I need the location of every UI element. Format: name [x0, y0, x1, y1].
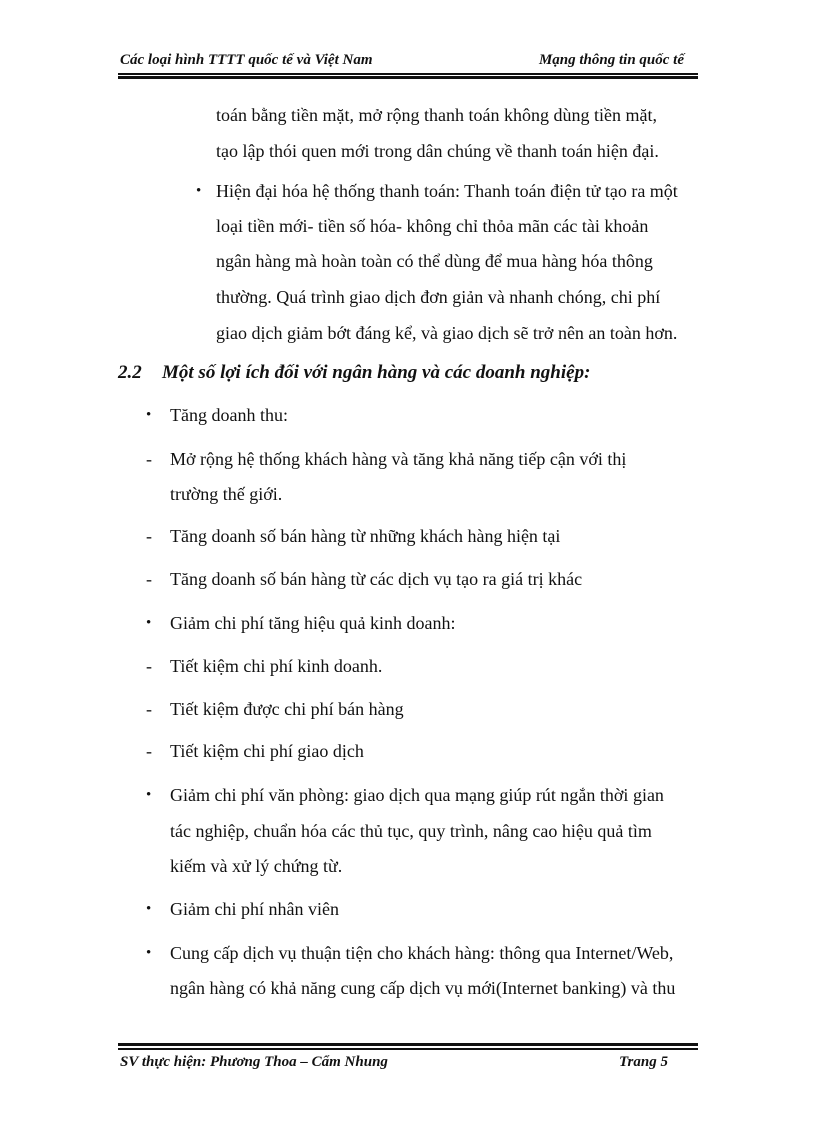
list-item: Tiết kiệm được chi phí bán hàng — [170, 699, 404, 719]
list-item: Tăng doanh số bán hàng từ các dịch vụ tạo ra giá trị khác — [170, 569, 583, 589]
bullet-icon: • — [196, 183, 202, 199]
bullet-icon: • — [146, 615, 152, 631]
section-number: 2.2 — [118, 362, 142, 383]
paragraph-line: tạo lập thói quen mới trong dân chúng về thanh toán hiện đại. — [216, 141, 659, 161]
list-item: Cung cấp dịch vụ thuận tiện cho khách hàng: thông qua Internet/Web, — [170, 943, 674, 963]
list-item: Giảm chi phí nhân viên — [170, 899, 339, 919]
list-item: Tăng doanh thu: — [170, 405, 288, 425]
header-right-title: Mạng thông tin quốc tế — [538, 52, 684, 68]
list-item: Giảm chi phí văn phòng: giao dịch qua mạng giúp rút ngắn thời gian — [170, 785, 664, 805]
page-header — [118, 50, 698, 72]
dash-icon: - — [146, 449, 152, 469]
list-item-cont: tác nghiệp, chuẩn hóa các thủ tục, quy trình, nâng cao hiệu quả tìm — [170, 821, 652, 841]
list-item-cont: kiếm và xử lý chứng từ. — [170, 856, 343, 876]
page-footer — [118, 1054, 698, 1076]
page-number: Trang 5 — [618, 1054, 668, 1070]
list-item-line: loại tiền mới- tiền số hóa- không chỉ thỏa mãn các tài khoản — [216, 216, 649, 236]
section-title: Một số lợi ích đối với ngân hàng và các doanh nghiệp: — [162, 362, 591, 383]
list-item: Mở rộng hệ thống khách hàng và tăng khả năng tiếp cận với thị — [170, 449, 627, 469]
dash-icon: - — [146, 699, 152, 719]
list-item: Tăng doanh số bán hàng từ những khách hàng hiện tại — [170, 526, 561, 546]
footer-rule-thick — [118, 1043, 698, 1046]
bullet-icon: • — [146, 945, 152, 961]
dash-icon: - — [146, 741, 152, 761]
bullet-icon: • — [146, 787, 152, 803]
header-rule-thick — [118, 76, 698, 79]
footer-rule-thin — [118, 1048, 698, 1050]
section-heading — [118, 362, 590, 384]
list-item-line: thường. Quá trình giao dịch đơn giản và nhanh chóng, chi phí — [216, 287, 661, 307]
list-item: Tiết kiệm chi phí giao dịch — [170, 741, 364, 761]
header-left-title: Các loại hình TTTT quốc tế và Việt Nam — [120, 52, 373, 68]
list-item-cont: trường thế giới. — [170, 484, 283, 504]
list-item-line: giao dịch giảm bớt đáng kể, và giao dịch sẽ trở nên an toàn hơn. — [216, 323, 678, 343]
bullet-icon: • — [146, 407, 152, 423]
list-item: Giảm chi phí tăng hiệu quả kinh doanh: — [170, 613, 456, 633]
paragraph-line: toán bằng tiền mặt, mở rộng thanh toán không dùng tiền mặt, — [216, 105, 657, 125]
list-item-line: Hiện đại hóa hệ thống thanh toán: Thanh toán điện tử tạo ra một — [216, 181, 678, 201]
header-rule-thin — [118, 73, 698, 75]
list-item-line: ngân hàng mà hoàn toàn có thể dùng để mua hàng hóa thông — [216, 251, 653, 271]
list-item-cont: ngân hàng có khả năng cung cấp dịch vụ mới(Internet banking) và thu — [170, 978, 676, 998]
bullet-icon: • — [146, 901, 152, 917]
dash-icon: - — [146, 526, 152, 546]
list-item: Tiết kiệm chi phí kinh doanh. — [170, 656, 383, 676]
dash-icon: - — [146, 569, 152, 589]
footer-authors: SV thực hiện: Phương Thoa – Cẩm Nhung — [120, 1054, 388, 1070]
dash-icon: - — [146, 656, 152, 676]
